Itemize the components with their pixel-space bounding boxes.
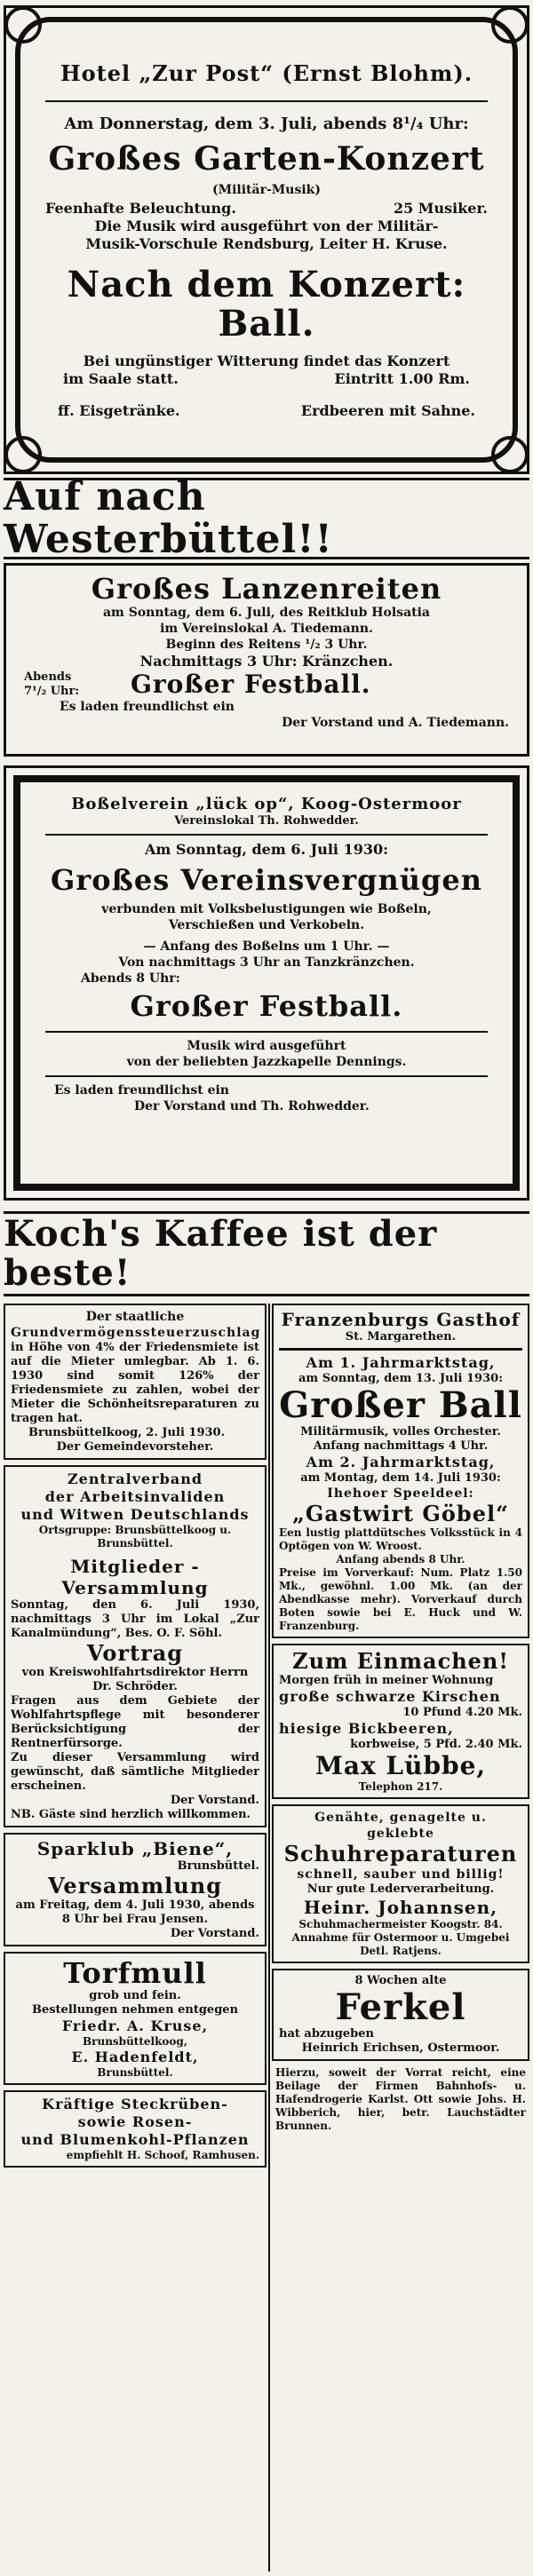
notice-body: in Höhe von 4% der Friedensmiete ist auf die Mieter umlegbar. Ab 1. 6. 1930 sind somit 126% der Friedensmiete zu zahlen, wobei der Mieter die Schönheitsreparaturen zu tragen hat. (11, 1341, 259, 1425)
ball-heading: Nach dem Konzert: Ball. (67, 264, 466, 345)
divider (45, 100, 488, 102)
ad-price: 10 Pfund 4.20 Mk. (402, 1706, 522, 1719)
festball-heading: Großer Festball. (131, 670, 371, 699)
supplement-text: Hierzu, soweit der Vorrat reicht, eine Beilage der Firmen Bahnhofs- u. Hafendrogerie Karlst. Ott sowie Johs. H. Wibberich, hier, betr. Lauchstädter Brunnen. (275, 2066, 526, 2132)
event-line: Am 1. Jahrmarktstag, (306, 1354, 496, 1371)
right-column (272, 1304, 529, 2572)
entry-price: Eintritt 1.00 Rm. (334, 370, 470, 387)
event-line: Am 2. Jahrmarktstag, (306, 1454, 496, 1470)
org-name: der Arbeitsinvaliden (44, 1488, 226, 1505)
event-line: Een lustig plattdütsches Volksstück in 4 Optögen von W. Wroost. (279, 1526, 522, 1552)
event-line: Nachmittags 3 Uhr: Kränzchen. (139, 653, 394, 670)
ad-line: Morgen früh in meiner Wohnung (279, 1674, 494, 1687)
signature: Der Vorstand und A. Tiedemann. (282, 716, 509, 730)
meeting-sign: Der Vorstand. (170, 1794, 259, 1807)
hotel-name: Hotel „Zur Post“ (Ernst Blohm). (60, 60, 473, 86)
ad-line: hat abzugeben (279, 2027, 374, 2041)
notice-place: Brunsbüttelkoog, 2. Juli 1930. (28, 1426, 226, 1439)
lighting-note: Feenhafte Beleuchtung. (45, 200, 236, 217)
event-line: Beginn des Reitens ¹/₂ 3 Uhr. (165, 638, 368, 652)
meeting-body: am Freitag, dem 4. Juli 1930, abends 8 Uhr bei Frau Jensen. (15, 1898, 255, 1926)
divider (279, 1348, 522, 1351)
bosselverein-ad (4, 765, 529, 1201)
ad-title: Schuhreparaturen (283, 1841, 518, 1867)
meeting-title: Versammlung (48, 1873, 222, 1898)
product-title: sowie Rosen- (77, 2113, 193, 2130)
event-line: Preise im Vorverkauf: Num. Platz 1.50 Mk., gewöhnl. 1.00 Mk. (an der Abendkasse mehr). Vorverkauf durch Boten sowie bei E. Huck und W. Franzenburg. (279, 1566, 522, 1632)
signature: Der Vorstand und Th. Rohwedder. (134, 1099, 370, 1114)
music-line: Die Musik wird ausgeführt von der Militär- (94, 218, 439, 234)
johannsen-ad (272, 1804, 529, 1963)
event-line: Ihehoer Speeldeel: (327, 1486, 474, 1501)
strawberries-note: Erdbeeren mit Sahne. (300, 402, 475, 419)
westerbuettel-heading: Auf nach Westerbüttel!! (4, 478, 529, 559)
abends-time: 7¹/₂ Uhr: (24, 685, 80, 698)
invite-line: Es laden freundlichst ein (60, 700, 235, 714)
ad-line: 8 Wochen alte (354, 1974, 447, 1987)
org-name: und Witwen Deutschlands (20, 1506, 250, 1523)
ad-line: Genähte, genagelte u. geklebte (314, 1811, 487, 1841)
lanzenreiten-ad (4, 563, 529, 757)
event-line: verbunden mit Volksbelustigungen wie Boßeln, (101, 902, 432, 916)
org-name: Zentralverband (67, 1470, 203, 1487)
ferkel-ad (272, 1969, 529, 2061)
meeting-sign: Der Vorstand. (170, 1927, 259, 1940)
ad-title: Ferkel (335, 1986, 466, 2028)
ad-line: große schwarze Kirschen (279, 1688, 501, 1705)
divider (45, 1075, 488, 1077)
event-line: Militärmusik, volles Orchester. (300, 1425, 501, 1439)
ad-title: Zum Einmachen! (292, 1648, 509, 1674)
column-rule (268, 1304, 270, 2572)
seller-place: Brunsbüttel. (97, 2066, 173, 2079)
venue-name: Franzenburgs Gasthof (281, 1309, 521, 1330)
org-branch: Ortsgruppe: Brunsbüttelkoog u. Brunsbüttel. (38, 1524, 232, 1550)
concert-title: Großes Garten-Konzert (48, 140, 485, 178)
club-place: Brunsbüttel. (177, 1859, 259, 1873)
divider (45, 834, 488, 836)
franzenburg-ad (272, 1304, 529, 1638)
event-line: Verschießen und Verkobeln. (168, 918, 365, 932)
event-line: am Sonntag, dem 13. Juli 1930: (298, 1372, 503, 1385)
venue-place: St. Margarethen. (345, 1330, 457, 1343)
concert-date: Am Donnerstag, dem 3. Juli, abends 8¹/₄ Uhr: (64, 115, 469, 133)
notice-title: Grundvermögenssteuerzuschlag (11, 1326, 261, 1340)
ad-line: schnell, sauber und billig! (297, 1867, 505, 1882)
meeting-body: Fragen aus dem Gebiete der Wohlfahrtspflege mit besonderer Berücksichtigung der Rentnerfürsorge. (11, 1694, 259, 1750)
event-title: Großes Vereinsvergnügen (51, 863, 482, 897)
tax-notice (4, 1304, 266, 1460)
invite-line: Es laden freundlichst ein (54, 1083, 229, 1098)
torfmull-ad (4, 1952, 266, 2085)
event-line: Anfang nachmittags 4 Uhr. (313, 1439, 489, 1453)
ball-heading: Großer Ball (279, 1384, 522, 1426)
meeting-body: Sonntag, den 6. Juli 1930, nachmittags 3 Uhr im Lokal „Zur Kanalmündung“, Bes. O. F. Söhl. (11, 1598, 259, 1640)
seller-name: Heinrich Erichsen, Ostermoor. (301, 2041, 500, 2055)
weather-note: Bei ungünstiger Witterung findet das Konzert (83, 353, 450, 369)
club-lokal: Vereinslokal Th. Rohwedder. (174, 814, 359, 828)
product-title: Kräftige Steckrüben- (42, 2096, 228, 2112)
music-line: Musik-Vorschule Rendsburg, Leiter H. Kruse. (85, 235, 448, 252)
meeting-body: Zu dieser Versammlung wird gewünscht, daß sämtliche Mitglieder erscheinen. (11, 1751, 259, 1793)
music-line: Musik wird ausgeführt (187, 1039, 346, 1053)
supplement-note (272, 2066, 529, 2133)
event-line: am Montag, dem 14. Juli 1930: (300, 1471, 501, 1485)
event-line: — Anfang des Boßelns um 1 Uhr. — (143, 939, 390, 954)
notice-title: Der staatliche (85, 1310, 185, 1324)
ad-line: Schuhmachermeister Koogstr. 84. (298, 1918, 503, 1930)
vortrag-heading: Vortrag (86, 1640, 184, 1666)
meeting-note: NB. Gäste sind herzlich willkommen. (11, 1808, 251, 1821)
seller-name: Max Lübbe, (314, 1751, 487, 1780)
musicians-note: 25 Musiker. (393, 200, 488, 217)
ad-line: Annahme für Ostermoor u. Umgebei Detl. Ratjens. (291, 1931, 510, 1957)
club-name: Sparklub „Biene“, (36, 1838, 234, 1859)
product-title: Torfmull (63, 1956, 207, 1990)
product-sub: grob und fein. (89, 1989, 181, 2002)
pflanzen-ad (4, 2090, 266, 2168)
drinks-note: ff. Eisgetränke. (58, 402, 180, 419)
invaliden-ad (4, 1465, 266, 1827)
meeting-title: Mitglieder - Versammlung (61, 1556, 209, 1598)
ad-price: korbweise, 5 Pfd. 2.40 Mk. (350, 1738, 522, 1751)
seller-name: Heinr. Johannsen, (303, 1897, 498, 1918)
concert-subtitle: (Militär-Musik) (211, 183, 321, 197)
festball-heading: Großer Festball. (130, 989, 403, 1023)
seller-name: E. Hadenfeldt, (71, 2049, 199, 2065)
abends-label: Abends (24, 670, 72, 684)
ad-line: hiesige Bickbeeren, (279, 1720, 454, 1737)
meeting-body: von Kreiswohlfahrtsdirektor Herrn Dr. Schröder. (21, 1666, 249, 1693)
event-line: am Sonntag, dem 6. Juli, des Reitklub Holsatia (102, 606, 431, 620)
product-title: und Blumenkohl-Pflanzen (20, 2131, 250, 2148)
luebbe-ad (272, 1644, 529, 1799)
event-line: Anfang abends 8 Uhr. (336, 1553, 465, 1565)
seller-sign: empfiehlt H. Schoof, Ramhusen. (66, 2149, 259, 2161)
music-line: von der beliebten Jazzkapelle Dennings. (126, 1055, 407, 1069)
hotel-zur-post-ad (4, 5, 529, 474)
order-line: Bestellungen nehmen entgegen (31, 2003, 239, 2017)
weather-note-2: im Saale statt. (63, 370, 179, 387)
divider (45, 1031, 488, 1033)
play-title: „Gastwirt Göbel“ (292, 1501, 509, 1526)
event-line: Abends 8 Uhr: (81, 971, 180, 986)
event-line: Von nachmittags 3 Uhr an Tanzkränzchen. (118, 955, 415, 970)
club-name: Boßelverein „lück op“, Koog-Ostermoor (71, 795, 462, 813)
seller-name: Friedr. A. Kruse, (61, 2017, 209, 2034)
kaffee-heading: Koch's Kaffee ist der beste! (4, 1211, 529, 1296)
event-title: Großes Lanzenreiten (91, 572, 442, 606)
seller-place: Brunsbüttelkoog, (83, 2035, 187, 2048)
event-line: im Vereinslokal A. Tiedemann. (160, 622, 373, 636)
seller-phone: Telephon 217. (358, 1780, 443, 1793)
sparklub-ad (4, 1833, 266, 1946)
ad-line: Nur gute Lederverarbeitung. (306, 1882, 495, 1896)
event-date: Am Sonntag, dem 6. Juli 1930: (145, 841, 388, 858)
notice-sign: Der Gemeindevorsteher. (56, 1440, 214, 1454)
left-column (4, 1304, 266, 2572)
